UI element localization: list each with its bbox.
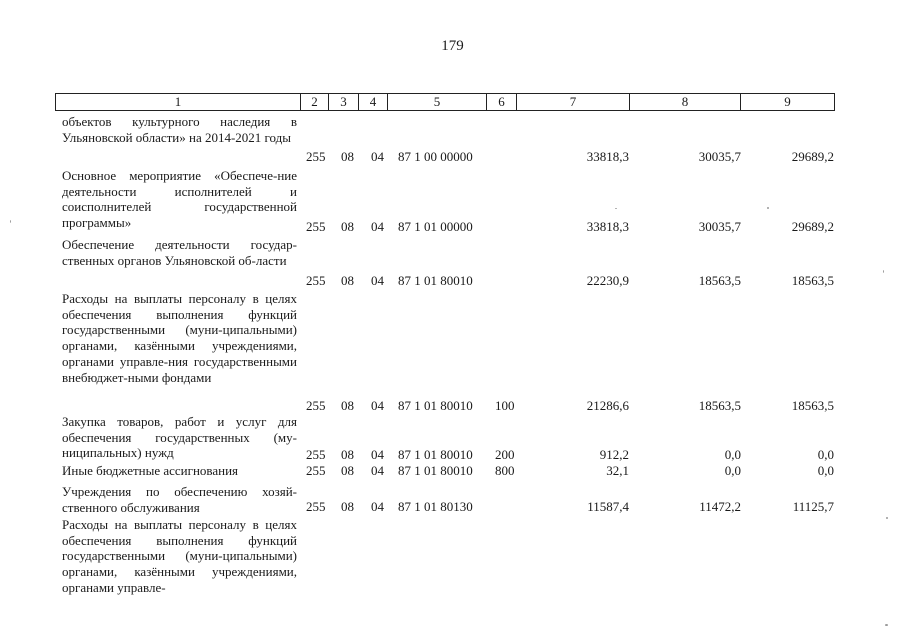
cell-amount-col7: 33818,3 — [586, 149, 629, 165]
cell-amount-col9: 29689,2 — [791, 149, 834, 165]
row-description: объектов культурного наследия в Ульяновской области» на 2014-2021 годы — [62, 114, 297, 145]
page-number: 179 — [441, 38, 464, 54]
table-row — [0, 237, 905, 289]
cell-section: 08 — [341, 447, 354, 463]
cell-target-article: 87 1 01 00000 — [398, 219, 473, 235]
cell-amount-col8: 0,0 — [724, 463, 741, 479]
row-description: Расходы на выплаты персоналу в целях обеспечения выполнения функций государственными (муни-ципальными) органами, казёнными учреждениями, органами управле- — [62, 517, 297, 595]
header-col-2: 2 — [301, 94, 329, 110]
cell-amount-col9: 18563,5 — [791, 398, 834, 414]
table-header — [55, 93, 835, 111]
cell-subsection: 04 — [371, 398, 384, 414]
cell-amount-col7: 33818,3 — [586, 219, 629, 235]
table-row — [0, 291, 905, 414]
header-col-3: 3 — [329, 94, 359, 110]
scan-speck — [767, 207, 769, 209]
cell-expense-type: 100 — [495, 398, 515, 414]
cell-grbs: 255 — [306, 463, 326, 479]
cell-amount-col7: 21286,6 — [586, 398, 629, 414]
cell-target-article: 87 1 01 80010 — [398, 447, 473, 463]
table-row — [0, 484, 905, 515]
row-description: Иные бюджетные ассигнования — [62, 463, 239, 478]
header-col-9: 9 — [784, 94, 791, 109]
cell-grbs: 255 — [306, 219, 326, 235]
cell-target-article: 87 1 01 80010 — [398, 463, 473, 479]
header-col-7: 7 — [517, 94, 630, 110]
cell-expense-type: 200 — [495, 447, 515, 463]
cell-target-article: 87 1 00 00000 — [398, 149, 473, 165]
cell-amount-col7: 22230,9 — [586, 273, 629, 289]
scan-speck — [885, 624, 888, 626]
cell-grbs: 255 — [306, 273, 326, 289]
cell-subsection: 04 — [371, 463, 384, 479]
header-col-6: 6 — [487, 94, 517, 110]
cell-amount-col9: 18563,5 — [791, 273, 834, 289]
cell-section: 08 — [341, 219, 354, 235]
table-row — [0, 114, 905, 165]
cell-section: 08 — [341, 398, 354, 414]
header-col-4: 4 — [359, 94, 388, 110]
cell-section: 08 — [341, 499, 354, 515]
cell-target-article: 87 1 01 80130 — [398, 499, 473, 515]
header-col-5: 5 — [388, 94, 487, 110]
cell-amount-col9: 0,0 — [817, 447, 834, 463]
table-row — [0, 168, 905, 235]
row-description: Расходы на выплаты персоналу в целях обеспечения выполнения функций государственными (муни-ципальными) органами, казёнными учреждениями, органами управле-ния государственными внебюджет-ными фондами — [62, 291, 297, 385]
row-description: Обеспечение деятельности государ-ственных органов Ульяновской об-ласти — [62, 237, 297, 268]
cell-target-article: 87 1 01 80010 — [398, 398, 473, 414]
cell-section: 08 — [341, 273, 354, 289]
row-description: Основное мероприятие «Обеспече-ние деятельности исполнителей и соисполнителей государственной программы» — [62, 168, 297, 231]
header-col-1: 1 — [56, 94, 301, 110]
cell-amount-col9: 29689,2 — [791, 219, 834, 235]
scan-speck — [886, 517, 888, 519]
cell-amount-col8: 30035,7 — [698, 149, 741, 165]
cell-amount-col8: 11472,2 — [699, 499, 741, 515]
cell-section: 08 — [341, 149, 354, 165]
row-description: Учреждения по обеспечению хозяй-ственного обслуживания — [62, 484, 297, 515]
cell-expense-type: 800 — [495, 463, 515, 479]
cell-subsection: 04 — [371, 219, 384, 235]
scan-speck — [10, 220, 11, 223]
header-col-8: 8 — [630, 94, 741, 110]
row-description: Закупка товаров, работ и услуг для обеспечения государственных (му-ниципальных) нужд — [62, 414, 297, 461]
scan-speck — [883, 270, 884, 273]
cell-grbs: 255 — [306, 398, 326, 414]
cell-grbs: 255 — [306, 447, 326, 463]
cell-subsection: 04 — [371, 447, 384, 463]
scan-speck — [615, 208, 617, 209]
cell-amount-col7: 11587,4 — [587, 499, 629, 515]
table-row — [0, 414, 905, 463]
cell-subsection: 04 — [371, 149, 384, 165]
cell-amount-col8: 30035,7 — [698, 219, 741, 235]
cell-amount-col8: 0,0 — [724, 447, 741, 463]
cell-amount-col8: 18563,5 — [698, 273, 741, 289]
cell-target-article: 87 1 01 80010 — [398, 273, 473, 289]
cell-subsection: 04 — [371, 499, 384, 515]
table-row — [0, 517, 905, 602]
cell-grbs: 255 — [306, 499, 326, 515]
cell-amount-col9: 0,0 — [817, 463, 834, 479]
cell-section: 08 — [341, 463, 354, 479]
table-row — [0, 463, 905, 479]
cell-amount-col7: 32,1 — [606, 463, 629, 479]
cell-amount-col8: 18563,5 — [698, 398, 741, 414]
cell-amount-col9: 11125,7 — [792, 499, 834, 515]
cell-grbs: 255 — [306, 149, 326, 165]
cell-amount-col7: 912,2 — [599, 447, 629, 463]
cell-subsection: 04 — [371, 273, 384, 289]
